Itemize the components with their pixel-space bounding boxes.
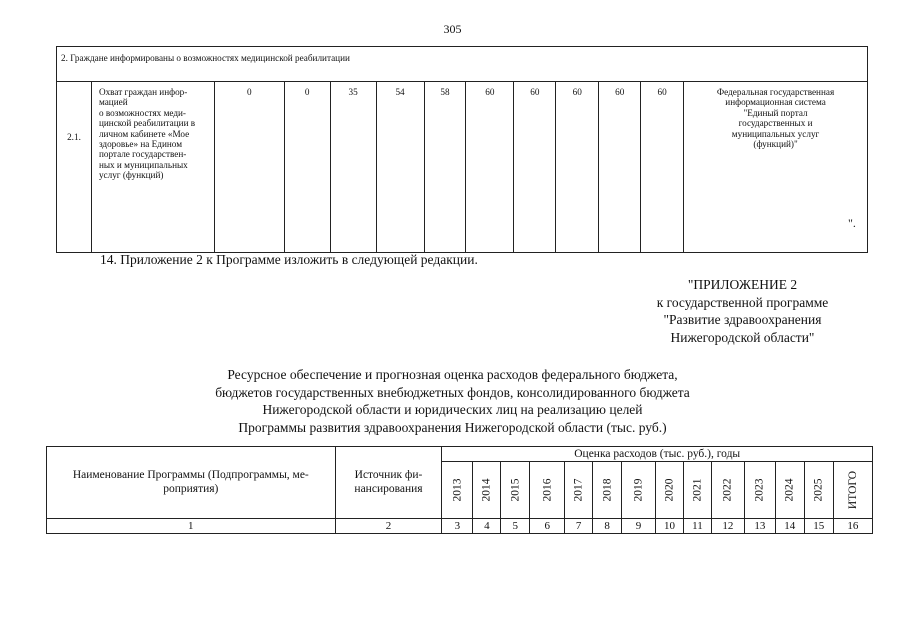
table-row	[57, 82, 868, 253]
value-cell: 60	[556, 82, 599, 253]
indicator-description: Охват граждан инфор- мацией о возможностях меди- цинской реабилитации в личном кабинете «Мое здоровье» на Едином портале государствен- ных и муниципальных услуг (функций)	[91, 82, 214, 253]
year-header: 2018	[593, 462, 622, 519]
column-number: 13	[744, 519, 775, 534]
column-number: 11	[683, 519, 711, 534]
row-number: 2.1.	[57, 82, 92, 253]
year-header: 2014	[473, 462, 501, 519]
estimate-header: Оценка расходов (тыс. руб.), годы	[442, 447, 873, 462]
program-name-header: Наименование Программы (Подпрограммы, ме-роприятия)	[47, 447, 336, 519]
year-header: 2016	[530, 462, 565, 519]
year-header: 2015	[501, 462, 530, 519]
indicator-table	[56, 46, 868, 253]
value-cell: 0	[214, 82, 284, 253]
year-header: 2022	[711, 462, 744, 519]
year-header: 2025	[804, 462, 833, 519]
value-cell: 35	[330, 82, 376, 253]
section-title: 2. Граждане информированы о возможностях медицинской реабилитации	[57, 47, 868, 82]
amendment-paragraph: 14. Приложение 2 к Программе изложить в следующей редакции.	[100, 252, 478, 267]
year-header: 2013	[442, 462, 473, 519]
year-header: 2021	[683, 462, 711, 519]
column-number: 15	[804, 519, 833, 534]
value-cell: 60	[641, 82, 684, 253]
total-header: ИТОГО	[833, 462, 872, 519]
column-number: 12	[711, 519, 744, 534]
value-cell: 54	[376, 82, 424, 253]
column-number: 1	[47, 519, 336, 534]
column-number-row	[47, 519, 873, 534]
appendix-heading: "ПРИЛОЖЕНИЕ 2 к государственной программе "Развитие здравоохранения Нижегородской области"	[656, 277, 829, 345]
value-cell: 60	[466, 82, 514, 253]
column-number: 4	[473, 519, 501, 534]
year-header: 2019	[622, 462, 656, 519]
year-header: 2024	[775, 462, 804, 519]
value-cell: 60	[514, 82, 556, 253]
column-number: 6	[530, 519, 565, 534]
document-title: Ресурсное обеспечение и прогнозная оценка расходов федерального бюджета, бюджетов государственных внебюджетных фондов, консолидированного бюджета Нижегородской области и юридических лиц на реализацию целей Программы развития здравоохранения Нижегородской области (тыс. руб.)	[215, 367, 690, 435]
column-number: 2	[335, 519, 442, 534]
year-header: 2023	[744, 462, 775, 519]
column-number: 5	[501, 519, 530, 534]
funding-source-header: Источник фи-нансирования	[335, 447, 442, 519]
column-number: 14	[775, 519, 804, 534]
value-cell: 58	[424, 82, 466, 253]
column-number: 7	[565, 519, 593, 534]
column-number: 3	[442, 519, 473, 534]
closing-quote: ".	[848, 216, 856, 230]
year-header: 2020	[656, 462, 684, 519]
column-number: 9	[622, 519, 656, 534]
column-number: 16	[833, 519, 872, 534]
resource-table	[46, 446, 873, 534]
value-cell: 0	[284, 82, 330, 253]
source-cell: Федеральная государственная информационная система "Единый портал государственных и муниципальных услуг (функций)"	[684, 82, 868, 253]
page-number: 305	[443, 22, 462, 36]
year-header: 2017	[565, 462, 593, 519]
value-cell: 60	[599, 82, 641, 253]
column-number: 10	[656, 519, 684, 534]
column-number: 8	[593, 519, 622, 534]
